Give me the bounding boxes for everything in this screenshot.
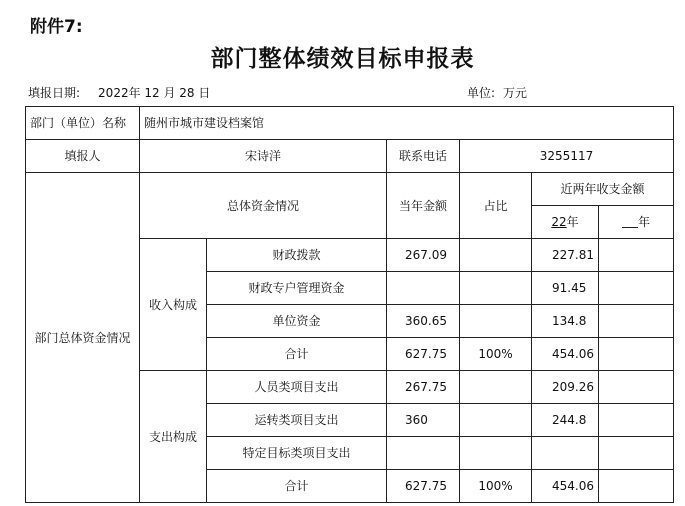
expense-y1-cell (532, 470, 599, 503)
expense-amount: 267.75 (405, 380, 447, 394)
funds-header-row-1 (26, 173, 674, 206)
unit-value: 万元 (503, 86, 528, 100)
overall-label-cell (140, 173, 387, 239)
expense-ratio: 100% (478, 479, 513, 493)
expense-amount-cell (387, 371, 460, 404)
fill-date-value: 2022年 12 月 28 日 (98, 86, 211, 100)
ratio-header (460, 173, 532, 239)
dept-value-cell (140, 107, 674, 140)
funds-section-label: 部门总体资金情况 (34, 330, 131, 345)
expense-ratio-cell (460, 437, 532, 470)
annex-label: 附件7: (30, 17, 83, 37)
income-y1: 134.8 (552, 314, 587, 328)
expense-y1-cell (532, 404, 599, 437)
income-y1-cell (532, 272, 599, 305)
filler-value: 宋诗洋 (244, 149, 281, 163)
current-amount-header (387, 173, 460, 239)
phone-value-cell (460, 140, 674, 173)
income-name: 单位资金 (272, 314, 321, 328)
expense-name-cell (207, 437, 387, 470)
income-y1: 454.06 (552, 347, 594, 361)
unit-label: 单位: (467, 86, 496, 100)
income-amount-cell (387, 239, 460, 272)
income-y1: 227.81 (552, 248, 594, 262)
expense-y1-cell (532, 371, 599, 404)
expense-name-cell (207, 371, 387, 404)
income-ratio-cell (460, 338, 532, 371)
income-name-cell (207, 305, 387, 338)
unit (467, 84, 527, 101)
filler-label-cell (26, 140, 140, 173)
expense-y1: 454.06 (552, 479, 594, 493)
expense-label-cell (140, 371, 207, 503)
income-y1-cell (532, 239, 599, 272)
income-amount-cell (387, 305, 460, 338)
fill-date (28, 84, 210, 101)
funds-section-cell (26, 173, 140, 503)
year2-blank (622, 215, 638, 228)
income-y1: 91.45 (552, 281, 587, 295)
income-amount-cell (387, 338, 460, 371)
income-name: 合计 (284, 347, 309, 361)
income-amount: 267.09 (405, 248, 447, 262)
expense-name-cell (207, 404, 387, 437)
phone-value: 3255117 (539, 149, 594, 163)
recent-header (532, 173, 674, 206)
expense-y2-cell (599, 404, 674, 437)
expense-y1-cell (532, 437, 599, 470)
income-y1-cell (532, 305, 599, 338)
current-amount-label: 当年金额 (398, 198, 447, 213)
dept-label: 部门（单位）名称 (30, 116, 127, 130)
income-y1-cell (532, 338, 599, 371)
income-name-cell (207, 338, 387, 371)
income-ratio-cell (460, 272, 532, 305)
dept-label-cell (26, 107, 140, 140)
year1-value: 22 (551, 215, 567, 229)
phone-label-cell (387, 140, 460, 173)
income-ratio-cell (460, 239, 532, 272)
income-y2-cell (599, 272, 674, 305)
income-name-cell (207, 239, 387, 272)
income-name: 财政专户管理资金 (248, 281, 345, 295)
income-ratio: 100% (478, 347, 513, 361)
year1-header (532, 206, 599, 239)
income-label: 收入构成 (148, 297, 197, 312)
income-y2-cell (599, 338, 674, 371)
income-y2-cell (599, 239, 674, 272)
form-title: 部门整体绩效目标申报表 (210, 45, 475, 72)
expense-ratio-cell (460, 371, 532, 404)
expense-amount-cell (387, 470, 460, 503)
income-amount: 360.65 (405, 314, 447, 328)
income-amount-cell (387, 272, 460, 305)
expense-y2-cell (599, 371, 674, 404)
expense-name: 运转类项目支出 (254, 413, 339, 427)
expense-amount: 627.75 (405, 479, 447, 493)
recent-label: 近两年收支金额 (560, 182, 645, 196)
expense-name: 合计 (284, 479, 309, 493)
dept-row (26, 107, 674, 140)
year2-header (599, 206, 674, 239)
ratio-label: 占比 (483, 198, 508, 213)
filler-row (26, 140, 674, 173)
income-ratio-cell (460, 305, 532, 338)
expense-name-cell (207, 470, 387, 503)
performance-form-table (25, 106, 674, 503)
overall-label: 总体资金情况 (226, 198, 299, 213)
income-y2-cell (599, 305, 674, 338)
expense-y1: 244.8 (552, 413, 587, 427)
expense-name: 人员类项目支出 (254, 380, 339, 394)
year2-suffix: 年 (638, 215, 651, 229)
expense-y1: 209.26 (552, 380, 594, 394)
phone-label: 联系电话 (398, 149, 447, 163)
filler-value-cell (140, 140, 387, 173)
filler-label: 填报人 (64, 149, 101, 163)
expense-ratio-cell (460, 404, 532, 437)
dept-value: 随州市城市建设档案馆 (144, 116, 265, 130)
income-name: 财政拨款 (272, 248, 321, 262)
expense-label: 支出构成 (148, 429, 197, 444)
expense-amount-cell (387, 437, 460, 470)
expense-y2-cell (599, 437, 674, 470)
expense-amount: 360 (405, 413, 428, 427)
income-name-cell (207, 272, 387, 305)
expense-amount-cell (387, 404, 460, 437)
expense-y2-cell (599, 470, 674, 503)
fill-date-label: 填报日期: (28, 86, 81, 100)
expense-ratio-cell (460, 470, 532, 503)
year1-suffix: 年 (566, 215, 579, 229)
income-amount: 627.75 (405, 347, 447, 361)
expense-name: 特定目标类项目支出 (242, 446, 351, 460)
income-label-cell (140, 239, 207, 371)
